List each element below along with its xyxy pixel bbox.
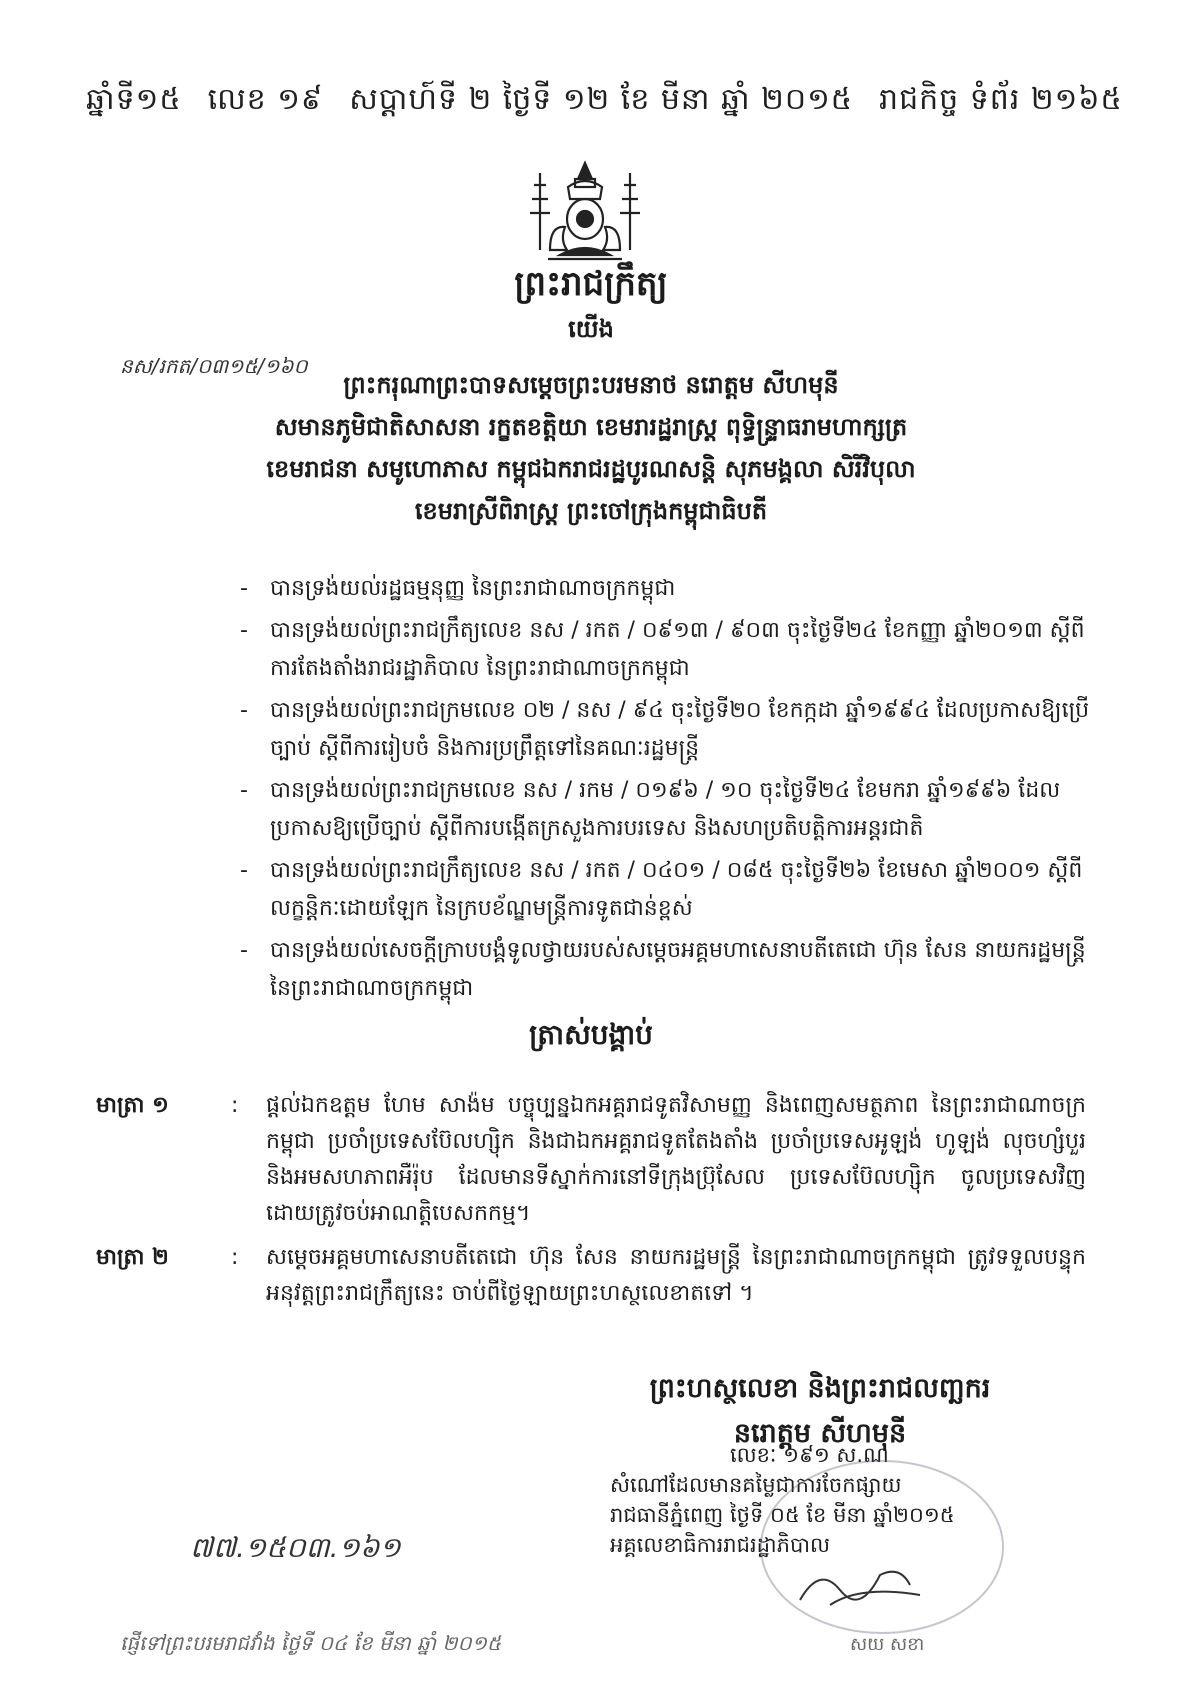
stamp-number: លេខៈ ១៩១ ស.ណ [730,1443,889,1467]
preamble-list [240,570,1090,1012]
dash-marker: - [240,938,248,963]
signature-title: ព្រះហស្ថលេខា និងព្រះរាជលញ្ឆករ [649,1373,991,1404]
article-label: មាត្រា ១ [96,1093,169,1118]
gazette-issue: លេខ ១៩ [207,82,324,117]
king-title-line-3: ខេមរាជនា សមូហោភាស កម្ពុជឯករាជរដ្ឋបូរណសន្តិ សុភមង្គលា សិរីវិបុលា [266,455,916,483]
king-title-line-1: ព្រះករុណាព្រះបាទសម្ដេចព្រះបរមនាថ នរោត្ដម សីហមុនី [343,371,839,399]
article-1 [96,1088,1086,1232]
signer-mark: សយ សខា [850,1634,925,1655]
gazette-header [86,80,1123,124]
footer-note: ផ្ញើទៅព្រះបរមរាជវាំង ថ្ងៃទី ០៤ ខែ មីនា ឆ្នាំ ២០១៥ [120,1631,502,1655]
king-title-line-4: ខេមរាស្រីពិរាស្ត្រ ព្រះចៅក្រុងកម្ពុជាធិបតី [414,497,768,525]
gazette-year: ឆ្នាំទី១៥ [86,82,182,117]
article-colon: : [231,1093,239,1118]
preamble-text: បានទ្រង់យល់សេចក្ដីក្រាបបង្គំទូលថ្វាយរបស់សម្ដេចអគ្គមហាសេនាបតីតេជោ ហ៊ុន សែន នាយករដ្ឋមន្ត្រី នៃព្រះរាជាណាចក្រកម្ពុជា [270,938,1086,1001]
stamp-line: សំណៅដែលមានគម្លៃជាការចែកផ្សាយ [610,1473,902,1497]
decree-ref-number: នស/រកត/០៣១៥/១៦០ [120,354,308,378]
stamp-date: រាជធានីភ្នំពេញ ថ្ងៃទី ០៥ ខែ មីនា ឆ្នាំ២០១៥ [610,1503,955,1527]
article-2 [96,1240,1086,1312]
article-label: មាត្រា ២ [96,1245,169,1270]
dash-marker: - [240,778,248,803]
preamble-item [240,612,1090,688]
preamble-item [240,772,1090,848]
king-title-line-2: សមានភូមិជាតិសាសនា រក្ខតខត្តិយា ខេមរារដ្ឋរាស្ត្រ ពុទ្ធិន្ទ្រាធរាមហាក្សត្រ [274,413,908,441]
preamble-text: បានទ្រង់យល់ព្រះរាជក្រមលេខ ០២ / នស / ៩៤ ចុះថ្ងៃទី២០ ខែកក្កដា ឆ្នាំ១៩៩៤ ដែលប្រកាសឱ្យប្រើច្បាប់ ស្ដីពីការរៀបចំ និងការប្រព្រឹត្តទៅនៃគណៈរដ្ឋមន្ត្រី [270,698,1090,761]
gazette-page: រាជកិច្ច ទំព័រ ២១៦៥ [879,82,1123,117]
preamble-item [240,932,1090,1008]
article-text: ផ្ដល់ឯកឧត្ដម ហែម សាង៉ម បច្ចុប្បន្នឯកអគ្គរាជទូតវិសាមញ្ញ និងពេញសមត្ថភាព នៃព្រះរាជាណាចក្រកម្ពុជា ប្រចាំប្រទេសប៊ែលហ្ស៊ិក និងជាឯកអគ្គរាជទូតតែងតាំង ប្រចាំប្រទេសអូឡង់ ហូឡង់ លុចហ្សំបួរ និងអមសហភាពអឺរ៉ុប ដែលមានទីស្នាក់ការនៅទីក្រុងប្រ៊ុសែល ប្រទេសប៊ែលហ្ស៊ិក ចូលប្រទេសវិញ ដោយត្រូវចប់អាណត្តិបេសកកម្ម។ [266,1093,1086,1226]
dash-marker: - [240,858,248,883]
stamp-office: អគ្គលេខាធិការរាជរដ្ឋាភិបាល [610,1533,830,1557]
we-heading: យើង [568,314,614,343]
gazette-date: សប្ដាហ៍ទី ២ ថ្ងៃទី ១២ ខែ មីនា ឆ្នាំ ២០១៥ [349,82,854,117]
preamble-item [240,692,1090,768]
preamble-text: បានទ្រង់យល់រដ្ឋធម្មនុញ្ញ នៃព្រះរាជាណាចក្រកម្ពុជា [270,576,676,601]
preamble-text: បានទ្រង់យល់ព្រះរាជក្រមលេខ នស / រកម / ០១៩៦ / ១០ ចុះថ្ងៃទី២៤ ខែមករា ឆ្នាំ១៩៩៦ ដែលប្រកាសឱ្យប្រើច្បាប់ ស្ដីពីការបង្កើតក្រសួងការបរទេស និងសហប្រតិបត្តិការអន្តរជាតិ [270,778,1061,841]
dash-marker: - [240,698,248,723]
dash-marker: - [240,618,248,643]
preamble-item [240,570,1090,608]
article-colon: : [231,1245,239,1270]
document-type-title: ព្រះរាជក្រឹត្យ [514,264,668,304]
preamble-text: បានទ្រង់យល់ព្រះរាជក្រឹត្យលេខ នស / រកត / ០៩១៣ / ៩០៣ ចុះថ្ងៃទី២៤ ខែកញ្ញា ឆ្នាំ២០១៣ ស្ដីពីការតែងតាំងរាជរដ្ឋាភិបាល នៃព្រះរាជាណាចក្រកម្ពុជា [270,618,1085,681]
preamble-text: បានទ្រង់យល់ព្រះរាជក្រឹត្យលេខ នស / រកត / ០៤០១ / ០៨៥ ចុះថ្ងៃទី២៦ ខែមេសា ឆ្នាំ២០០១ ស្ដីពីលក្ខន្តិកៈដោយឡែក នៃក្របខ័ណ្ឌមន្ត្រីការទូតជាន់ខ្ពស់ [270,858,1083,921]
dash-marker: - [240,576,248,601]
handwritten-note: ៧៧.១៥០៣.១៦១ [190,1531,401,1564]
preamble-item [240,852,1090,928]
signature-scrawl-icon [790,1555,930,1615]
signature-name: នរោត្ដម សីហមុនី [733,1418,907,1449]
article-text: សម្ដេចអគ្គមហាសេនាបតីតេជោ ហ៊ុន សែន នាយករដ្ឋមន្ត្រី នៃព្រះរាជាណាចក្រកម្ពុជា ត្រូវទទួលបន្ទុកអនុវត្តព្រះរាជក្រឹត្យនេះ ចាប់ពីថ្ងៃឡាយព្រះហស្ថលេខាតទៅ ។ [266,1245,1086,1306]
decree-heading: ត្រាស់បង្គាប់ [529,1018,653,1051]
royal-crest-icon [520,155,650,265]
